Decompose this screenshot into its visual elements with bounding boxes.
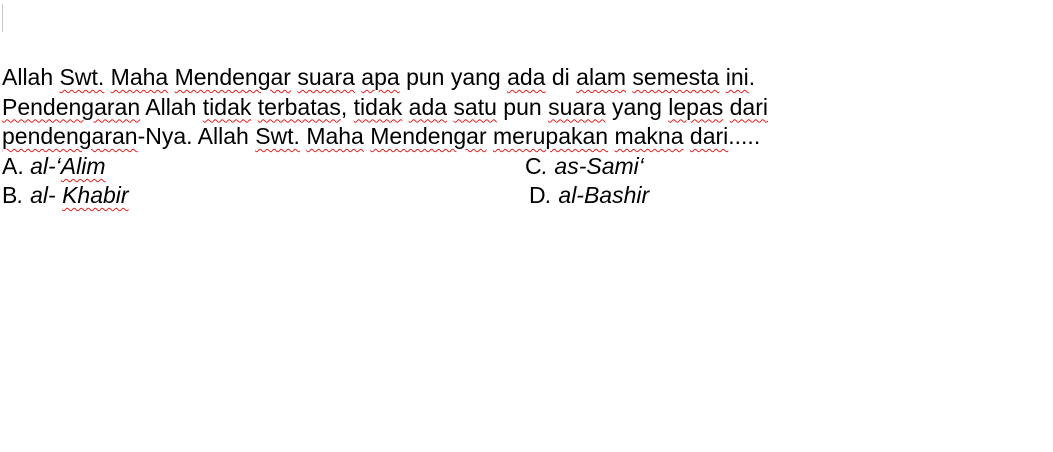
spellcheck-word[interactable]: tidak bbox=[202, 93, 252, 120]
question-line-1 bbox=[2, 63, 1042, 93]
option-text: al-Bashir bbox=[558, 182, 650, 208]
spellcheck-word[interactable]: makna bbox=[614, 123, 684, 149]
punctuation: ..... bbox=[728, 123, 761, 149]
option-prefix: al- bbox=[30, 182, 56, 208]
option-d[interactable] bbox=[529, 181, 649, 211]
option-dot: . bbox=[545, 182, 553, 208]
punctuation: . bbox=[748, 64, 756, 90]
word: pun yang bbox=[406, 64, 501, 90]
spellcheck-word[interactable]: satu bbox=[453, 93, 497, 120]
spellcheck-word[interactable]: terbatas bbox=[257, 93, 341, 120]
word: yang bbox=[612, 93, 662, 120]
spellcheck-word[interactable]: dari bbox=[689, 123, 729, 149]
option-letter: B bbox=[2, 182, 18, 208]
spellcheck-word[interactable]: pendengaran bbox=[2, 123, 138, 149]
spellcheck-word[interactable]: Swt. bbox=[255, 123, 300, 149]
spellcheck-word[interactable]: ada bbox=[507, 64, 546, 90]
spellcheck-word[interactable]: ini bbox=[725, 64, 749, 90]
punctuation: , bbox=[340, 93, 348, 120]
question-paragraph[interactable] bbox=[2, 63, 1042, 152]
spellcheck-word[interactable]: Maha bbox=[306, 123, 364, 149]
option-dot: . bbox=[541, 153, 549, 179]
spellcheck-word[interactable]: tidak bbox=[353, 93, 403, 120]
option-prefix: al-‘ bbox=[30, 153, 61, 179]
spellcheck-word[interactable]: merupakan bbox=[493, 123, 609, 149]
word: di bbox=[551, 64, 570, 90]
question-line-2 bbox=[2, 93, 1042, 123]
question-line-3 bbox=[2, 122, 1042, 152]
option-b[interactable] bbox=[2, 181, 129, 211]
spellcheck-word[interactable]: lepas bbox=[668, 93, 724, 120]
option-letter: A. bbox=[2, 153, 24, 179]
option-c[interactable] bbox=[525, 152, 644, 182]
word: pun bbox=[503, 93, 542, 120]
option-letter: D bbox=[529, 182, 546, 208]
word: Allah bbox=[2, 64, 54, 90]
word: Allah bbox=[145, 93, 197, 120]
text-cursor bbox=[2, 4, 3, 32]
spellcheck-word[interactable]: apa bbox=[361, 64, 400, 90]
spellcheck-word[interactable]: suara bbox=[548, 93, 606, 120]
word: -Nya. Allah bbox=[137, 123, 249, 149]
spellcheck-word[interactable]: Mendengar bbox=[174, 64, 291, 90]
option-text: as-Sami‘ bbox=[554, 153, 644, 179]
option-word[interactable]: Khabir bbox=[62, 182, 129, 208]
option-a[interactable] bbox=[2, 152, 106, 182]
spellcheck-word[interactable]: Swt. bbox=[59, 64, 105, 90]
spellcheck-word[interactable]: Maha bbox=[110, 64, 169, 90]
option-word[interactable]: Alim bbox=[60, 153, 106, 179]
spellcheck-word[interactable]: Mendengar bbox=[370, 123, 487, 149]
spellcheck-word[interactable]: suara bbox=[297, 64, 355, 90]
spellcheck-word[interactable]: dari bbox=[729, 93, 768, 120]
option-letter: C bbox=[525, 153, 542, 179]
spellcheck-word[interactable]: ada bbox=[408, 93, 448, 120]
spellcheck-word[interactable]: alam bbox=[576, 64, 627, 90]
spellcheck-word[interactable]: semesta bbox=[632, 64, 720, 90]
spellcheck-word[interactable]: Pendengaran bbox=[2, 93, 141, 120]
option-dot: . bbox=[17, 182, 24, 208]
